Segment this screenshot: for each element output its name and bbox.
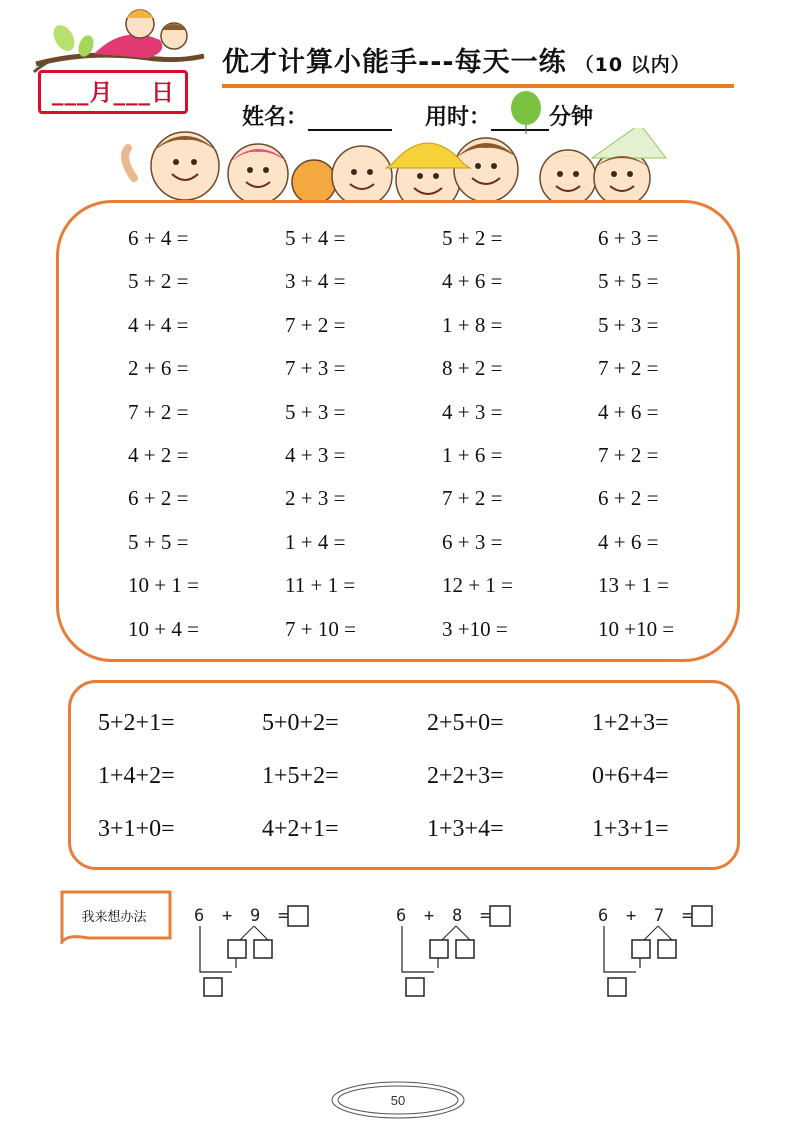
method-b: 8 [452,906,463,926]
equation-item[interactable]: 5 + 2 = [128,269,189,293]
equation-item[interactable]: 6 + 2 = [128,486,189,510]
equation-item[interactable]: 5+0+2= [262,710,339,736]
equation-item[interactable]: 7 + 2 = [285,313,346,337]
name-field[interactable] [242,100,392,131]
time-unit-label: 分钟 [549,105,594,130]
sum-box[interactable] [608,978,626,996]
split-box-right[interactable] [254,940,272,958]
answer-box[interactable] [692,906,712,926]
time-label: 用时： [425,105,492,130]
split-box-left[interactable] [632,940,650,958]
split-diagram [188,904,318,1000]
equation-item[interactable]: 1+5+2= [262,763,339,789]
split-box-right[interactable] [658,940,676,958]
method-eq: = [682,906,693,926]
equation-item[interactable]: 4 + 6 = [598,530,659,554]
method-a: 6 [194,906,205,926]
equation-item[interactable]: 2+5+0= [427,710,504,736]
equation-item[interactable]: 10 +10 = [598,617,675,641]
equation-item[interactable]: 1+4+2= [98,763,175,789]
equation-item[interactable]: 0+6+4= [592,763,669,789]
equation-item[interactable]: 7 + 3 = [285,356,346,380]
split-box-left[interactable] [228,940,246,958]
method-op: + [424,906,435,926]
equation-item[interactable]: 6 + 4 = [128,226,189,250]
method-a: 6 [598,906,609,926]
equation-item[interactable]: 1+2+3= [592,710,669,736]
equation-item[interactable]: 1+3+4= [427,816,504,842]
equation-item[interactable]: 5 + 5 = [598,269,659,293]
equation-item[interactable]: 7 + 2 = [442,486,503,510]
sum-box[interactable] [406,978,424,996]
equation-item[interactable]: 1 + 8 = [442,313,503,337]
answer-box[interactable] [490,906,510,926]
girl-on-branch-illustration [28,2,208,74]
equation-item[interactable]: 2+2+3= [427,763,504,789]
equation-item[interactable]: 4 + 3 = [285,443,346,467]
equation-item[interactable]: 7 + 2 = [598,356,659,380]
equation-item[interactable]: 4 + 4 = [128,313,189,337]
equation-item[interactable]: 6 + 2 = [598,486,659,510]
equation-item[interactable]: 4 + 2 = [128,443,189,467]
equation-item[interactable]: 6 + 3 = [598,226,659,250]
split-diagram [592,904,722,1000]
date-day-label: 日 [151,80,175,106]
equation-item[interactable]: 5 + 2 = [442,226,503,250]
answer-box[interactable] [288,906,308,926]
method-b: 9 [250,906,261,926]
equation-item[interactable]: 4 + 6 = [442,269,503,293]
equation-item[interactable]: 6 + 3 = [442,530,503,554]
equation-item[interactable]: 13 + 1 = [598,573,669,597]
equation-item[interactable]: 4 + 6 = [598,400,659,424]
equation-item[interactable]: 5+2+1= [98,710,175,736]
equation-item[interactable]: 8 + 2 = [442,356,503,380]
equation-item[interactable]: 3 + 4 = [285,269,346,293]
split-diagram [390,904,520,1000]
equation-item[interactable]: 3+1+0= [98,816,175,842]
method-eq: = [480,906,491,926]
method-op: + [222,906,233,926]
equation-item[interactable]: 5 + 3 = [598,313,659,337]
name-label: 姓名： [242,105,309,130]
date-fields[interactable]: ___月___日 [52,80,175,106]
equation-item[interactable]: 7 + 2 = [128,400,189,424]
equation-item[interactable]: 3 +10 = [442,617,508,641]
equation-item[interactable]: 12 + 1 = [442,573,513,597]
equation-item[interactable]: 1 + 6 = [442,443,503,467]
equation-item[interactable]: 5 + 3 = [285,400,346,424]
split-box-left[interactable] [430,940,448,958]
date-month-label: 月 [89,80,114,106]
equation-item[interactable]: 5 + 5 = [128,530,189,554]
title-underline [222,84,734,88]
equation-item[interactable]: 7 + 10 = [285,617,356,641]
split-box-right[interactable] [456,940,474,958]
sum-box[interactable] [204,978,222,996]
method-label: 我来想办法 [81,909,147,925]
equation-item[interactable]: 10 + 1 = [128,573,199,597]
equation-item[interactable]: 2 + 6 = [128,356,189,380]
equation-item[interactable]: 2 + 3 = [285,486,346,510]
title-text: 优才计算小能手---每天一练 [222,47,567,78]
page-title [222,40,691,79]
equation-item[interactable]: 10 + 4 = [128,617,199,641]
page-number: 50 [390,1092,406,1108]
equation-item[interactable]: 1 + 4 = [285,530,346,554]
equation-item[interactable]: 1+3+1= [592,816,669,842]
method-b: 7 [654,906,665,926]
equation-item[interactable]: 7 + 2 = [598,443,659,467]
equation-item[interactable]: 5 + 4 = [285,226,346,250]
method-a: 6 [396,906,407,926]
method-op: + [626,906,637,926]
title-range: （10 以内） [574,54,691,76]
equation-item[interactable]: 11 + 1 = [285,573,356,597]
method-eq: = [278,906,289,926]
equation-item[interactable]: 4+2+1= [262,816,339,842]
equation-item[interactable]: 4 + 3 = [442,400,503,424]
